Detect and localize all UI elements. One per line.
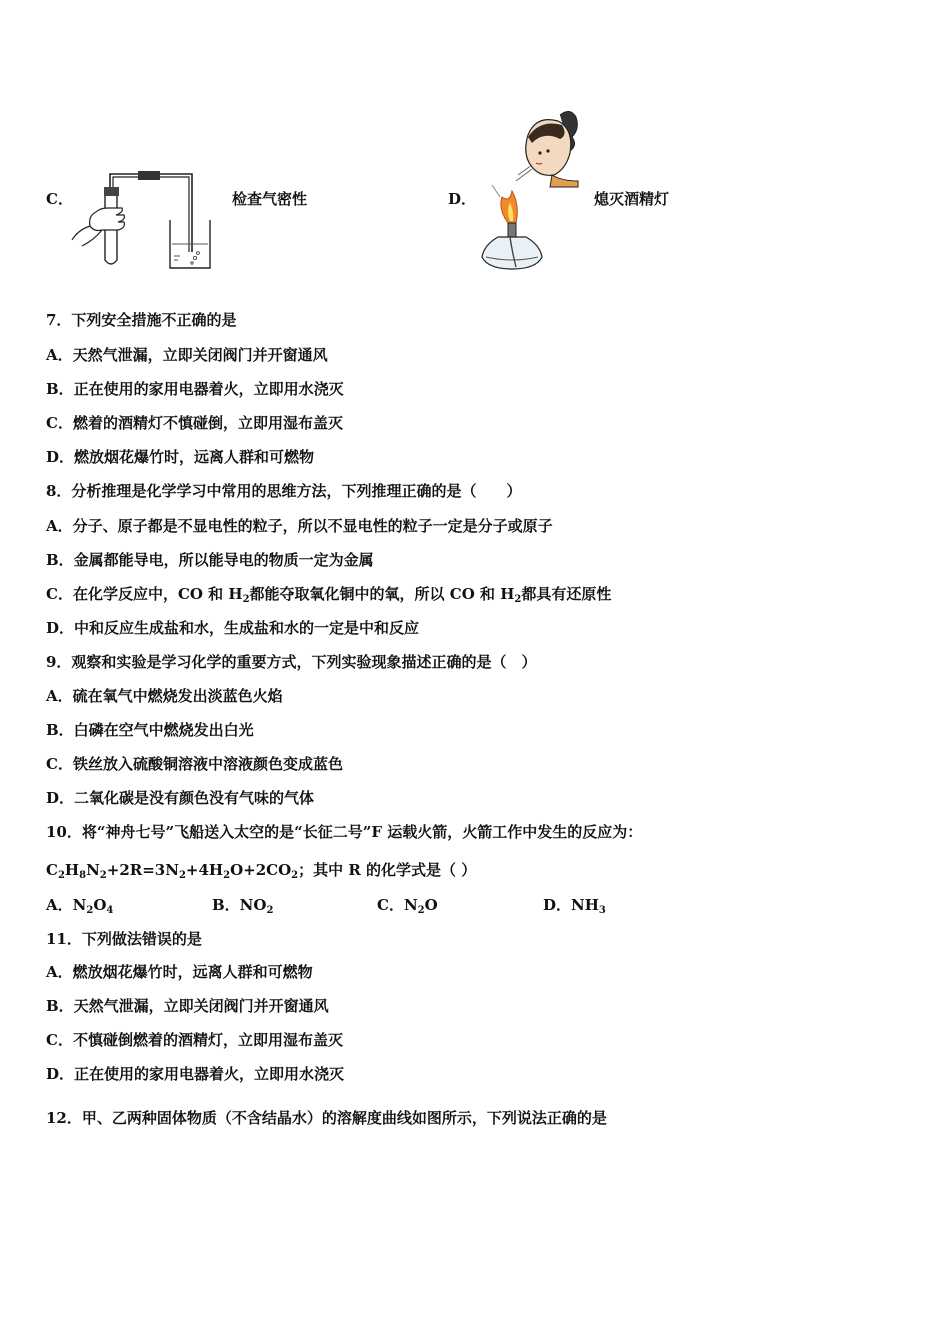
q8-option-c: C．在化学反应中，CO 和 $H_2$都能夺取氧化铜中的氧，所以 CO 和 $H_2$都具有还原性	[46, 585, 612, 605]
option-d-caption: 熄灭酒精灯	[594, 190, 670, 208]
q10-option-b: B．$NO_2$	[212, 896, 274, 916]
q11-option-b: B．天然气泄漏，立即关闭阀门并开窗通风	[46, 997, 329, 1015]
q7-option-b: B．正在使用的家用电器着火，立即用水浇灭	[46, 380, 344, 398]
q10-equation: $C_2H_8N_2+2R=3N_2+4H_2O+2CO_2$；其中 R 的化学式是（ ）	[46, 861, 477, 881]
q10-stem: 10．将“神舟七号”飞船送入太空的是“长征二号”F 运载火箭，火箭工作中发生的反应为：	[46, 823, 643, 841]
q10-option-a: A．$N_2O_4$	[46, 896, 114, 916]
option-c-caption: 检查气密性	[232, 190, 308, 208]
q9-stem: 9．观察和实验是学习化学的重要方式，下列实验现象描述正确的是（ ）	[46, 653, 537, 671]
q9-option-a: A．硫在氧气中燃烧发出淡蓝色火焰	[46, 687, 283, 705]
q7-option-d: D．燃放烟花爆竹时，远离人群和可燃物	[46, 448, 315, 466]
q11-option-a: A．燃放烟花爆竹时，远离人群和可燃物	[46, 963, 313, 981]
q8-option-a: A．分子、原子都是不显电性的粒子，所以不显电性的粒子一定是分子或原子	[46, 517, 553, 535]
q9-option-c: C．铁丝放入硫酸铜溶液中溶液颜色变成蓝色	[46, 755, 343, 773]
q11-option-c: C．不慎碰倒燃着的酒精灯，立即用湿布盖灭	[46, 1031, 343, 1049]
q8-stem: 8．分析推理是化学学习中常用的思维方法，下列推理正确的是（ ）	[46, 482, 522, 500]
extinguish-lamp-figure	[470, 105, 590, 275]
q9-option-d: D．二氧化碳是没有颜色没有气味的气体	[46, 789, 315, 807]
q8-option-d: D．中和反应生成盐和水，生成盐和水的一定是中和反应	[46, 619, 420, 637]
q8-option-b: B．金属都能导电，所以能导电的物质一定为金属	[46, 551, 374, 569]
airtightness-check-figure	[68, 160, 218, 275]
q10-option-d: D．$NH_3$	[543, 896, 606, 916]
q12-stem: 12．甲、乙两种固体物质（不含结晶水）的溶解度曲线如图所示，下列说法正确的是	[46, 1109, 607, 1127]
q11-option-d: D．正在使用的家用电器着火，立即用水浇灭	[46, 1065, 345, 1083]
q7-option-c: C．燃着的酒精灯不慎碰倒，立即用湿布盖灭	[46, 414, 343, 432]
q9-option-b: B．白磷在空气中燃烧发出白光	[46, 721, 254, 739]
q11-stem: 11．下列做法错误的是	[46, 930, 202, 948]
q10-option-c: C．$N_2O$	[377, 896, 438, 916]
option-d-letter: D．	[448, 190, 477, 208]
q7-stem: 7．下列安全措施不正确的是	[46, 311, 237, 329]
option-c-letter: C．	[46, 190, 73, 208]
q7-option-a: A．天然气泄漏，立即关闭阀门并开窗通风	[46, 346, 328, 364]
